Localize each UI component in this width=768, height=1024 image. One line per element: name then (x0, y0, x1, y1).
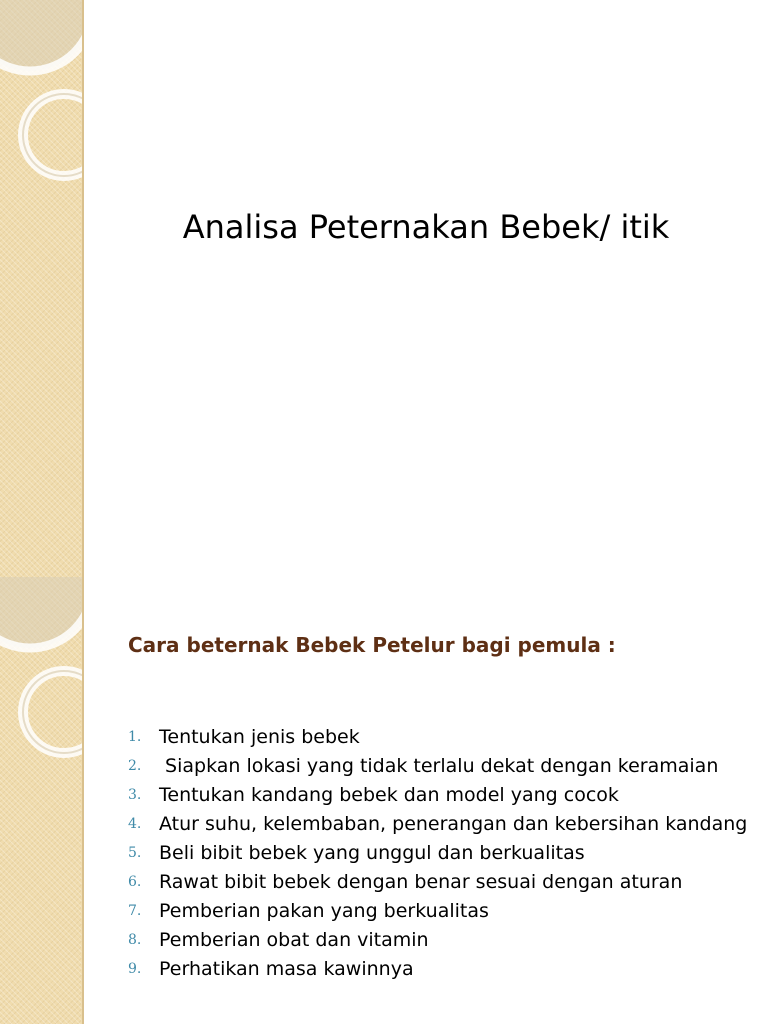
list-item (128, 812, 753, 837)
steps-list (128, 725, 753, 986)
slide-title: Analisa Peternakan Bebek/ itik (182, 208, 670, 246)
list-item (128, 899, 753, 924)
list-item-number: 1. (128, 729, 142, 745)
list-item-number: 4. (128, 816, 142, 832)
list-item-text: Atur suhu, kelembaban, penerangan dan kebersihan kandang (159, 813, 748, 835)
list-item (128, 783, 753, 808)
content-slide (0, 577, 768, 1024)
list-item (128, 754, 753, 779)
decorative-rings-icon (0, 577, 84, 1024)
list-item-number: 5. (128, 845, 142, 861)
list-item-text: Tentukan jenis bebek (159, 726, 360, 748)
list-item-number: 3. (128, 787, 142, 803)
list-item (128, 870, 753, 895)
list-item (128, 725, 753, 750)
list-item (128, 928, 753, 953)
list-item-number: 9. (128, 961, 142, 977)
section-heading: Cara beternak Bebek Petelur bagi pemula : (128, 633, 616, 657)
list-item-text: Beli bibit bebek yang unggul dan berkualitas (159, 842, 585, 864)
list-item-text: Perhatikan masa kawinnya (159, 958, 414, 980)
decorative-side-panel (0, 0, 84, 577)
decorative-side-panel (0, 577, 84, 1024)
list-item (128, 841, 753, 866)
list-item-number: 2. (128, 758, 142, 774)
list-item-text: Pemberian pakan yang berkualitas (159, 900, 489, 922)
decorative-rings-icon (0, 0, 84, 577)
list-item-number: 8. (128, 932, 142, 948)
list-item-text: Siapkan lokasi yang tidak terlalu dekat dengan keramaian (159, 755, 719, 777)
list-item-text: Rawat bibit bebek dengan benar sesuai dengan aturan (159, 871, 683, 893)
list-item-text: Pemberian obat dan vitamin (159, 929, 429, 951)
list-item (128, 957, 753, 982)
list-item-text: Tentukan kandang bebek dan model yang cocok (159, 784, 619, 806)
list-item-number: 6. (128, 874, 142, 890)
list-item-number: 7. (128, 903, 142, 919)
